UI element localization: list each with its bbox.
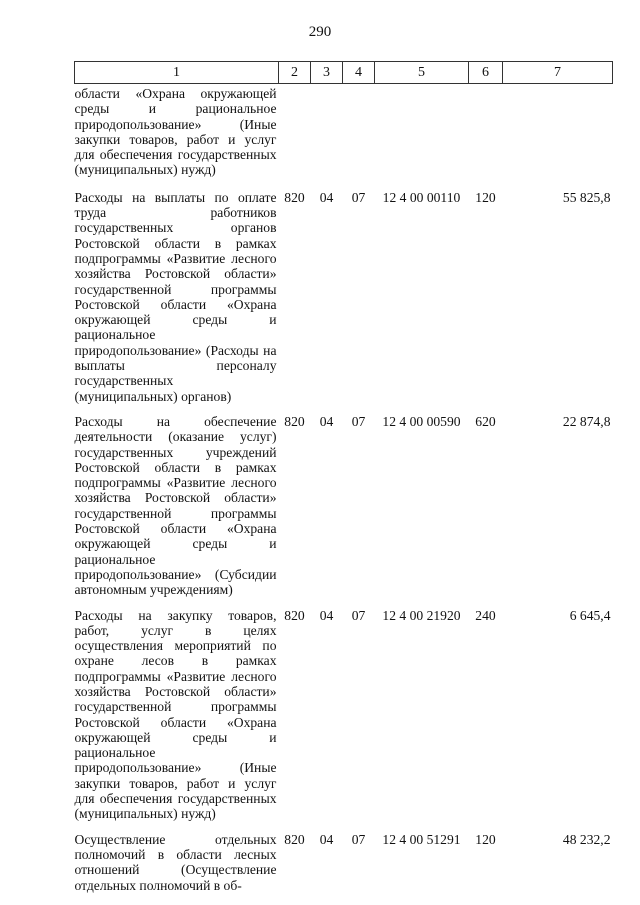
table-row [75, 598, 613, 822]
table-row [75, 84, 613, 180]
row-expense-type: 240 [475, 607, 496, 623]
row-target-article: 12 4 00 51291 [382, 831, 461, 847]
row-subsection: 07 [351, 831, 366, 847]
row-target-article: 12 4 00 00110 [382, 189, 461, 205]
row-description: Осуществление отдельных полномочий в области лесных отношений (Осуществление отдельных полномочий в об- [74, 831, 277, 893]
budget-table [74, 61, 613, 893]
page-number: 290 [308, 24, 332, 40]
row-expense-type [469, 84, 503, 180]
row-amount: 48 232,2 [562, 831, 611, 847]
column-header-4: 4 [343, 62, 375, 84]
row-ministry: 820 [284, 413, 305, 429]
row-ministry: 820 [284, 607, 305, 623]
row-amount: 22 874,8 [562, 413, 611, 429]
row-ministry: 820 [284, 831, 305, 847]
row-description: Расходы на обеспечение деятельности (оказание услуг) государственных учреждений Ростовской области в рамках подпрограммы «Развитие лесного хозяйства Ростовской области» государственной программы Ростовской области «Охрана окружающей среды и рациональное природопользование» (Субсидии автономным учреждениям) [74, 413, 277, 598]
row-expense-type: 120 [475, 189, 496, 205]
row-section [311, 84, 343, 180]
row-amount [503, 84, 613, 180]
row-subsection [343, 84, 375, 180]
row-subsection: 07 [351, 189, 366, 205]
row-description: Расходы на выплаты по оплате труда работников государственных органов Ростовской области в рамках подпрограммы «Развитие лесного хозяйства Ростовской области» государственной программы Ростовской области «Охрана окружающей среды и рациональное природопользование» (Расходы на выплаты персоналу государственных (муниципальных) органов) [74, 189, 277, 404]
row-amount: 55 825,8 [562, 189, 611, 205]
row-target-article: 12 4 00 00590 [382, 413, 461, 429]
table-header-row [75, 62, 613, 84]
column-header-5: 5 [375, 62, 469, 84]
row-section: 04 [319, 413, 334, 429]
row-description: Расходы на закупку товаров, работ, услуг в целях осуществления мероприятий по охране лесов в рамках подпрограммы «Развитие лесного хозяйства Ростовской области» государственной программы Ростовской области «Охрана окружающей среды и рациональное природопользование» (Иные закупки товаров, работ и услуг для обеспечения государственных (муниципальных) нужд) [74, 607, 277, 822]
row-description: области «Охрана окружающей среды и рациональное природопользование» (Иные закупки товаров, работ и услуг для обеспечения государственных (муниципальных) нужд) [74, 86, 277, 178]
row-subsection: 07 [351, 413, 366, 429]
table-row [75, 404, 613, 598]
column-header-1: 1 [75, 62, 279, 84]
row-subsection: 07 [351, 607, 366, 623]
row-section: 04 [319, 607, 334, 623]
row-target-article: 12 4 00 21920 [382, 607, 461, 623]
row-ministry [279, 84, 311, 180]
row-expense-type: 120 [475, 831, 496, 847]
column-header-3: 3 [311, 62, 343, 84]
row-target-article [375, 84, 469, 180]
row-ministry: 820 [284, 189, 305, 205]
table-row [75, 822, 613, 893]
column-header-6: 6 [469, 62, 503, 84]
row-expense-type: 620 [475, 413, 496, 429]
row-amount: 6 645,4 [569, 607, 611, 623]
column-header-7: 7 [503, 62, 613, 84]
column-header-2: 2 [279, 62, 311, 84]
row-section: 04 [319, 189, 334, 205]
row-section: 04 [319, 831, 334, 847]
table-row [75, 180, 613, 404]
